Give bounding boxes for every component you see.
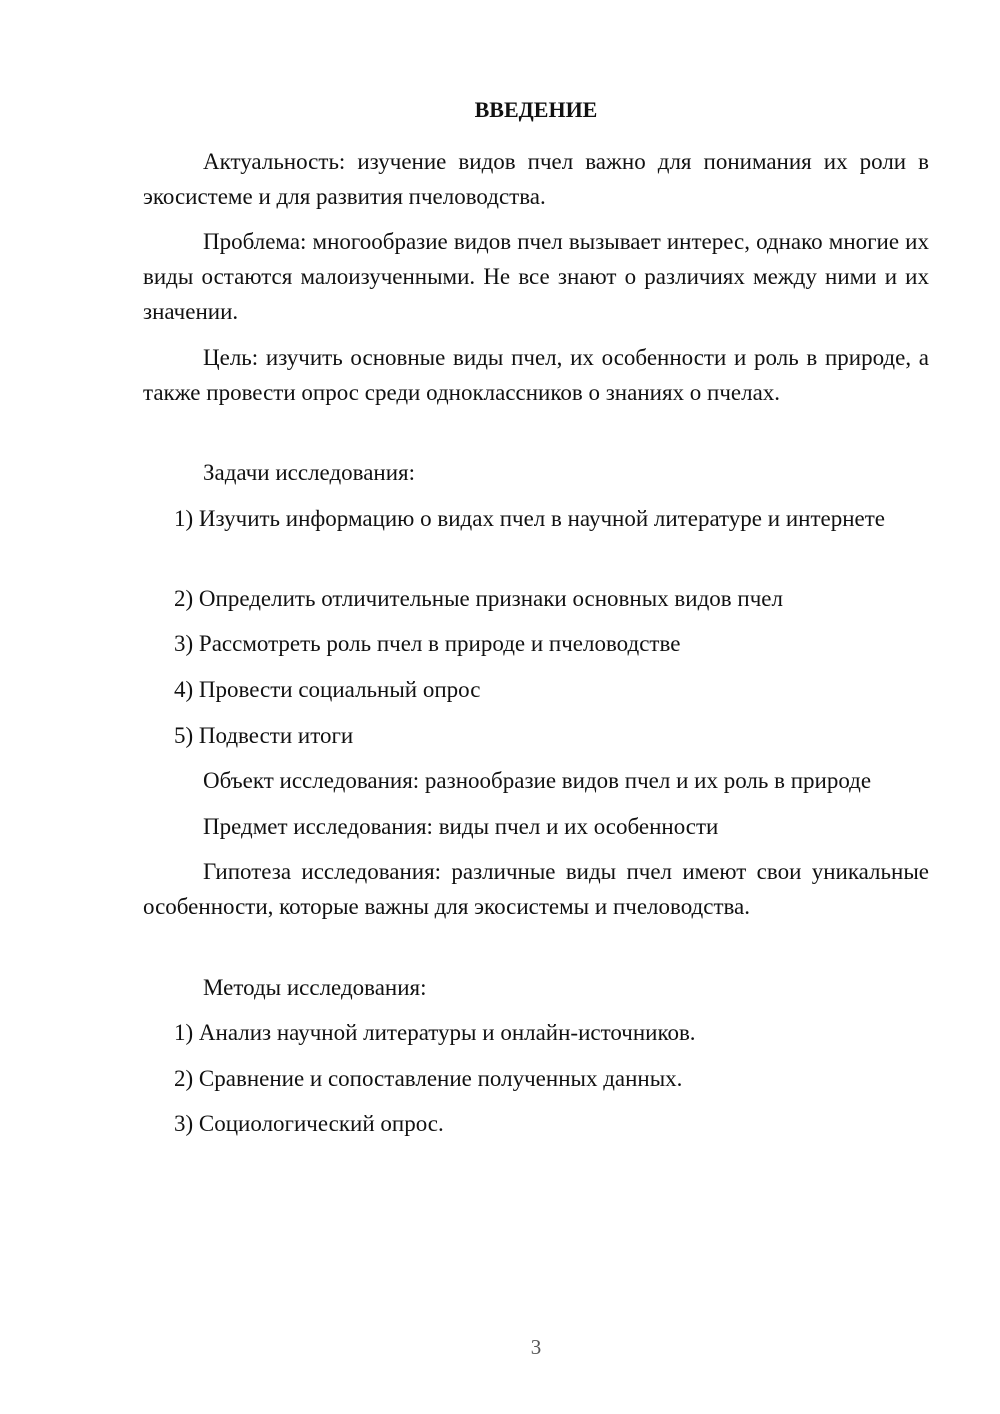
method-item-1: 1) Анализ научной литературы и онлайн-источников. bbox=[174, 1020, 696, 1045]
section-heading: ВВЕДЕНИЕ bbox=[474, 97, 598, 122]
problem-paragraph: Проблема: многообразие видов пчел вызывает интерес, однако многие их виды остаются малоизученными. Не все знают о различиях между ними и их значении. bbox=[143, 229, 929, 324]
object-paragraph: Объект исследования: разнообразие видов пчел и их роль в природе bbox=[203, 768, 872, 793]
subject-paragraph: Предмет исследования: виды пчел и их особенности bbox=[203, 814, 719, 839]
task-item-1: 1) Изучить информацию о видах пчел в научной литературе и интернете bbox=[174, 506, 885, 531]
tasks-heading: Задачи исследования: bbox=[203, 460, 416, 485]
methods-heading: Методы исследования: bbox=[203, 975, 427, 1000]
task-item-2: 2) Определить отличительные признаки основных видов пчел bbox=[174, 586, 783, 611]
goal-paragraph: Цель: изучить основные виды пчел, их особенности и роль в природе, а также провести опрос среди одноклассников о знаниях о пчелах. bbox=[143, 345, 929, 405]
task-item-5: 5) Подвести итоги bbox=[174, 723, 354, 748]
method-item-3: 3) Социологический опрос. bbox=[174, 1111, 444, 1136]
page-number: 3 bbox=[530, 1335, 542, 1359]
method-item-2: 2) Сравнение и сопоставление полученных данных. bbox=[174, 1066, 683, 1091]
hypothesis-paragraph: Гипотеза исследования: различные виды пчел имеют свои уникальные особенности, которые важны для экосистемы и пчеловодства. bbox=[143, 859, 929, 919]
actuality-paragraph: Актуальность: изучение видов пчел важно для понимания их роли в экосистеме и для развития пчеловодства. bbox=[143, 149, 929, 209]
task-item-4: 4) Провести социальный опрос bbox=[174, 677, 481, 702]
task-item-3: 3) Рассмотреть роль пчел в природе и пчеловодстве bbox=[174, 631, 681, 656]
